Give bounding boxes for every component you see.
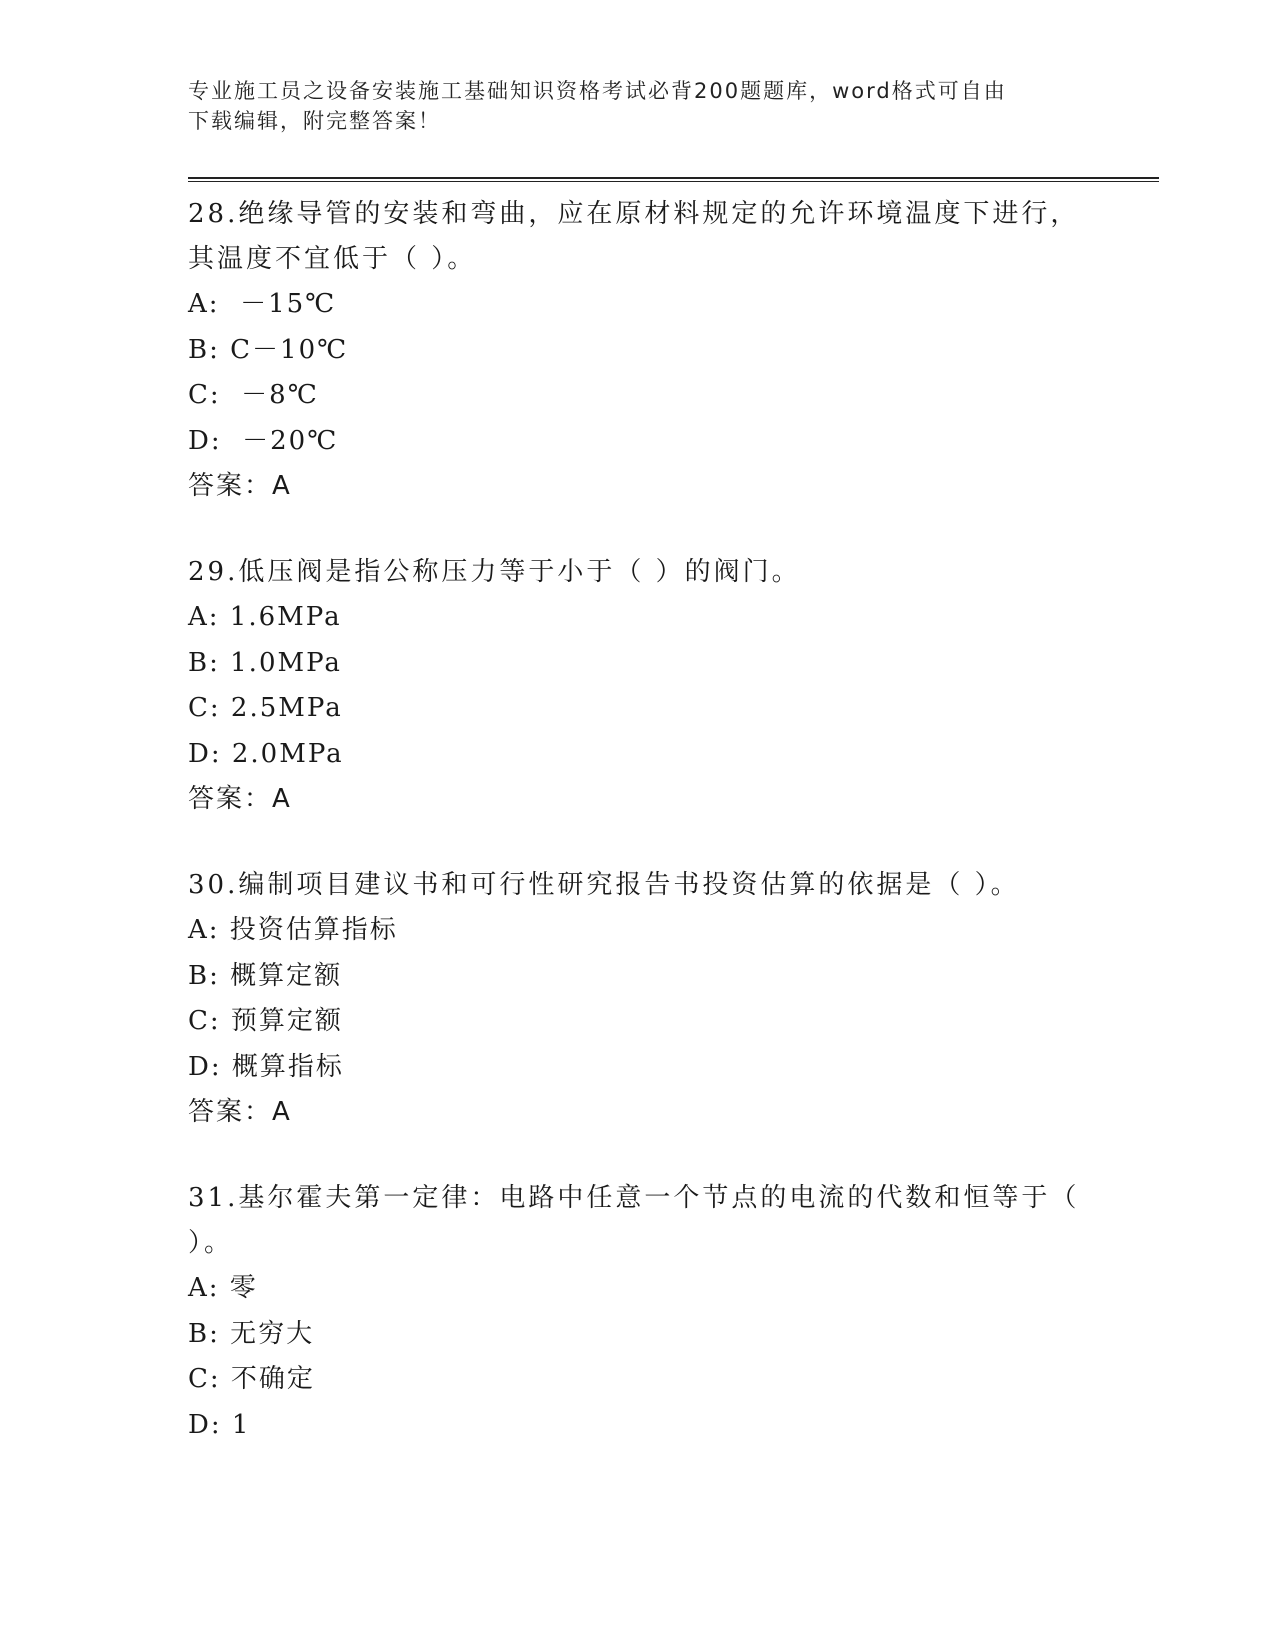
- header-line-2: 下载编辑，附完整答案！: [188, 109, 441, 133]
- document-header: [188, 76, 1088, 136]
- option-b: B: 1.0MPa: [188, 647, 342, 678]
- option-b: B: 概算定额: [188, 960, 343, 991]
- question-text: 29.低压阀是指公称压力等于小于（ ）的阀门。: [188, 557, 801, 587]
- option-a: A: 零: [188, 1273, 258, 1303]
- option-a: A: －15℃: [188, 289, 337, 319]
- question-text: 30.编制项目建议书和可行性研究报告书投资估算的依据是（ ）。: [188, 870, 1020, 900]
- option-b: B: 无穷大: [188, 1318, 315, 1349]
- option-c: C: 预算定额: [188, 1006, 343, 1036]
- option-a: A: 1.6MPa: [188, 602, 342, 632]
- option-c: C: －8℃: [188, 380, 319, 410]
- option-c: C: 不确定: [188, 1364, 315, 1394]
- answer: 答案：A: [188, 471, 292, 501]
- option-d: D: 1: [188, 1409, 251, 1440]
- question-28: [188, 192, 1088, 509]
- header-divider: [188, 177, 1159, 182]
- question-29: [188, 550, 1088, 822]
- answer: 答案：A: [188, 784, 292, 814]
- answer: 答案：A: [188, 1097, 292, 1127]
- question-30: [188, 863, 1088, 1135]
- option-d: D: －20℃: [188, 425, 339, 456]
- question-text: 28.绝缘导管的安装和弯曲，应在原材料规定的允许环境温度下进行，: [188, 199, 1080, 229]
- header-line-1: 专业施工员之设备安装施工基础知识资格考试必背200题题库，word格式可自由: [188, 79, 1007, 103]
- question-list: [188, 192, 1088, 1489]
- option-b: B: C－10℃: [188, 334, 349, 365]
- question-31: [188, 1176, 1088, 1448]
- question-text-continued: ）。: [188, 1228, 234, 1258]
- option-c: C: 2.5MPa: [188, 693, 343, 723]
- option-d: D: 概算指标: [188, 1051, 344, 1082]
- question-text-continued: 其温度不宜低于（ ）。: [188, 244, 477, 274]
- option-d: D: 2.0MPa: [188, 738, 344, 769]
- option-a: A: 投资估算指标: [188, 915, 398, 945]
- question-text: 31.基尔霍夫第一定律：电路中任意一个节点的电流的代数和恒等于（: [188, 1183, 1080, 1213]
